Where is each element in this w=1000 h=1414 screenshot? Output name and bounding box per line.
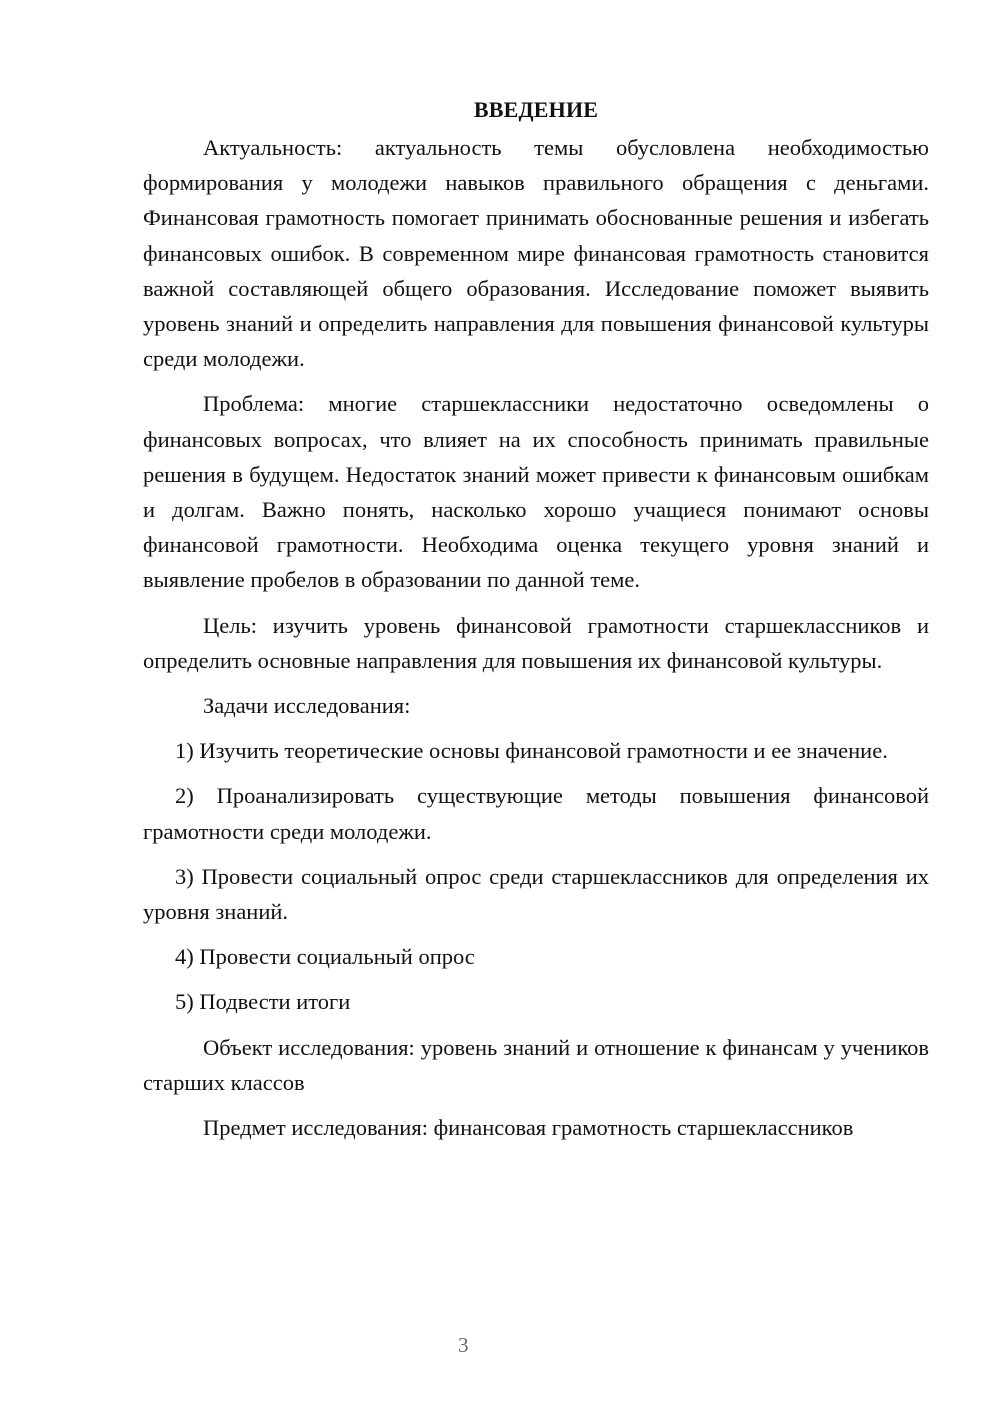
document-body — [143, 92, 929, 1155]
problem-paragraph: Проблема: многие старшеклассники недостаточно осведомлены о финансовых вопросах, что влияет на их способность принимать правильные решения в будущем. Недостаток знаний может привести к финансовым ошибкам и долгам. Важно понять, насколько хорошо учащиеся понимают основы финансовой грамотности. Необходима оценка текущего уровня знаний и выявление пробелов в образовании по данной теме. — [143, 391, 929, 593]
task-item: 1) Изучить теоретические основы финансовой грамотности и ее значение. — [175, 738, 888, 764]
tasks-title: Задачи исследования: — [203, 693, 411, 719]
object-paragraph: Объект исследования: уровень знаний и отношение к финансам у учеников старших классов — [143, 1034, 929, 1095]
task-item: 5) Подвести итоги — [175, 989, 351, 1015]
task-item: 2) Проанализировать существующие методы повышения финансовой грамотности среди молодежи. — [143, 783, 929, 844]
task-item: 3) Провести социальный опрос среди старшеклассников для определения их уровня знаний. — [143, 863, 929, 925]
section-heading: ВВЕДЕНИЕ — [473, 97, 599, 122]
page-number: 3 — [458, 1333, 469, 1357]
task-item: 4) Провести социальный опрос — [175, 944, 475, 970]
subject-paragraph: Предмет исследования: финансовая грамотность старшеклассников — [203, 1115, 854, 1141]
relevance-paragraph: Актуальность: актуальность темы обусловлена необходимостью формирования у молодежи навыков правильного обращения с деньгами. Финансовая грамотность помогает принимать обоснованные решения и избегать финансовых ошибок. В современном мире финансовая грамотность становится важной составляющей общего образования. Исследование поможет выявить уровень знаний и определить направления для повышения финансовой культуры среди молодежи. — [143, 135, 929, 372]
goal-paragraph: Цель: изучить уровень финансовой грамотности старшеклассников и определить основные направления для повышения их финансовой культуры. — [143, 612, 929, 673]
